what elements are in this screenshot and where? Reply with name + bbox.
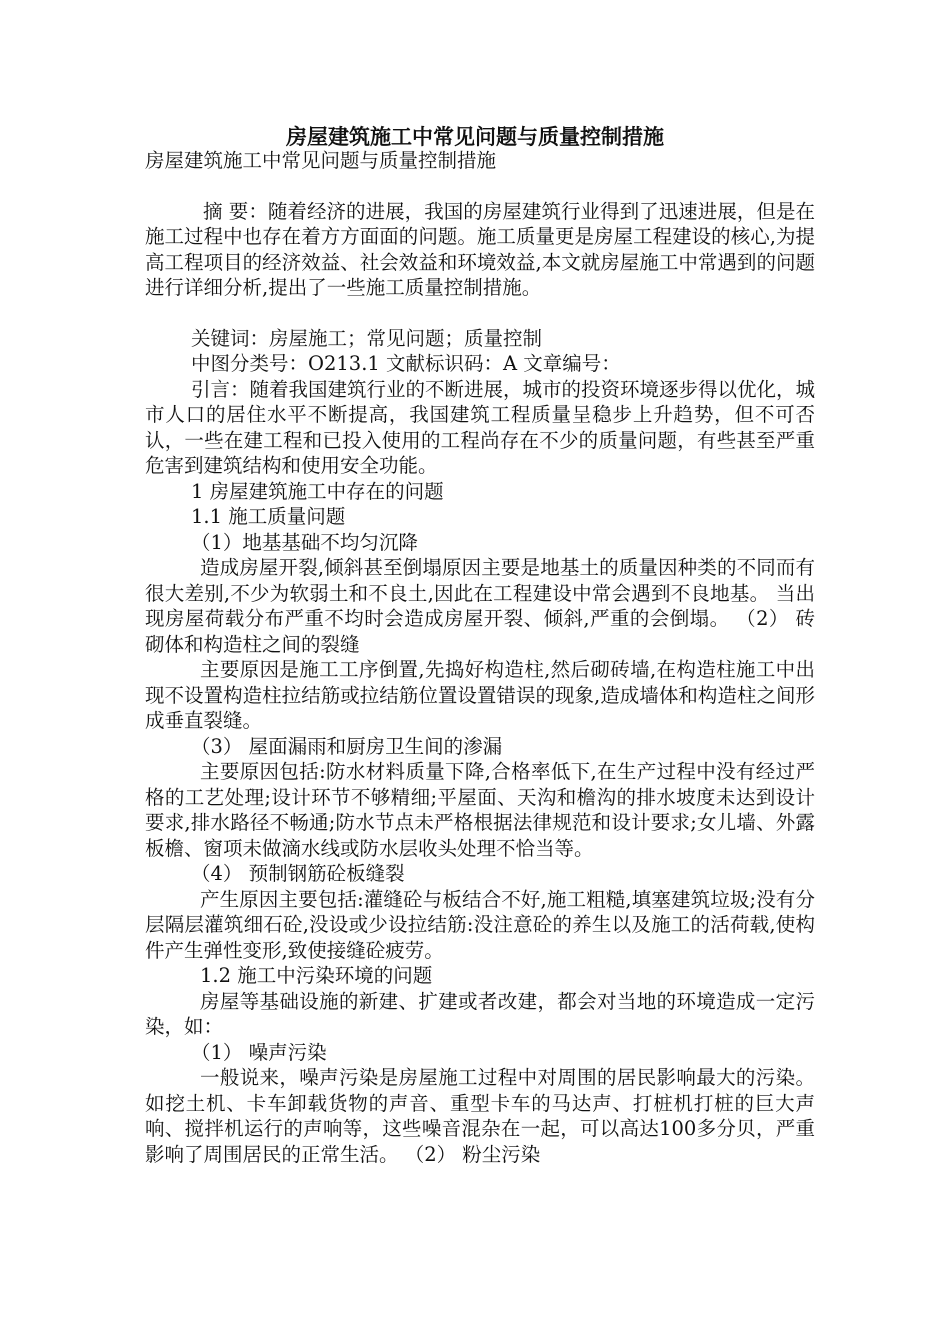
- section-1-1-heading: 1.1 施工质量问题: [191, 505, 346, 528]
- document-title: 房屋建筑施工中常见问题与质量控制措施: [286, 124, 664, 149]
- item-4-heading: （4） 预制钢筋砼板缝裂: [191, 862, 405, 885]
- pollution-1-heading: （1） 噪声污染: [191, 1040, 327, 1064]
- document-body: [145, 148, 815, 1167]
- item-4-paragraph: 产生原因主要包括:灌缝砼与板结合不好,施工粗糙,填塞建筑垃圾;没有分层隔层灌筑细石砼,没设或少设拉结筋:没注意砼的养生以及施工的活荷载,使构件产生弹性变形,致使接缝砼疲劳。: [145, 887, 815, 962]
- section-1-2-heading: 1.2 施工中污染环境的问题: [200, 964, 433, 987]
- item-1-heading: （1）地基基础不均匀沉降: [191, 530, 418, 554]
- section-1-heading: 1 房屋建筑施工中存在的问题: [191, 479, 444, 503]
- keywords-line: 关键词：房屋施工；常见问题；质量控制: [191, 326, 543, 350]
- section-1-2-paragraph: 房屋等基础设施的新建、扩建或者改建，都会对当地的环境造成一定污染，如：: [145, 989, 815, 1038]
- blank-line: [145, 174, 815, 199]
- classification-line: 中图分类号：O213.1 文献标识码：A 文章编号：: [191, 352, 621, 375]
- blank-line: [145, 301, 815, 326]
- item-3-paragraph: 主要原因包括:防水材料质量下降,合格率低下,在生产过程中没有经过严格的工艺处理;设计环节不够精细;平屋面、天沟和檐沟的排水坡度未达到设计要求,排水路径不畅通;防水节点未严格根据法律规范和设计要求;女儿墙、外露板檐、窗项未做滴水线或防水层收头处理不恰当等。: [145, 760, 815, 860]
- intro-paragraph: 引言：随着我国建筑行业的不断进展，城市的投资环境逐步得以优化，城市人口的居住水平不断提高，我国建筑工程质量呈稳步上升趋势，但不可否认，一些在建工程和已投入使用的工程尚存在不少的质量问题，有些甚至严重危害到建筑结构和使用安全功能。: [145, 377, 816, 477]
- item-3-heading: （3） 屋面漏雨和厨房卫生间的渗漏: [191, 734, 503, 758]
- item-1-paragraph: 造成房屋开裂,倾斜甚至倒塌原因主要是地基土的质量因种类的不同而有很大差别,不少为软弱土和不良土,因此在工程建设中常会遇到不良地基。 当出现房屋荷载分布严重不均时会造成房屋开裂、倾斜,严重的会倒塌。 （2） 砖砌体和构造柱之间的裂缝: [145, 556, 815, 656]
- abstract-paragraph: 摘 要：随着经济的进展，我国的房屋建筑行业得到了迅速进展，但是在施工过程中也存在着方方面面的问题。施工质量更是房屋工程建设的核心,为提高工程项目的经济效益、社会效益和环境效益,本文就房屋施工中常遇到的问题进行详细分析,提出了一些施工质量控制措施。: [145, 199, 815, 299]
- document-subtitle: 房屋建筑施工中常见问题与质量控制措施: [145, 149, 497, 172]
- pollution-1-paragraph: 一般说来，噪声污染是房屋施工过程中对周围的居民影响最大的污染。如挖土机、卡车卸载货物的声音、重型卡车的马达声、打桩机打桩的巨大声响、搅拌机运行的声响等，这些噪音混杂在一起，可以高达100多分贝，严重影响了周围居民的正常生活。 （2） 粉尘污染: [145, 1066, 815, 1166]
- item-2-paragraph: 主要原因是施工工序倒置,先捣好构造柱,然后砌砖墙,在构造柱施工中出现不设置构造柱拉结筋或拉结筋位置设置错误的现象,造成墙体和构造柱之间形成垂直裂缝。: [145, 658, 815, 732]
